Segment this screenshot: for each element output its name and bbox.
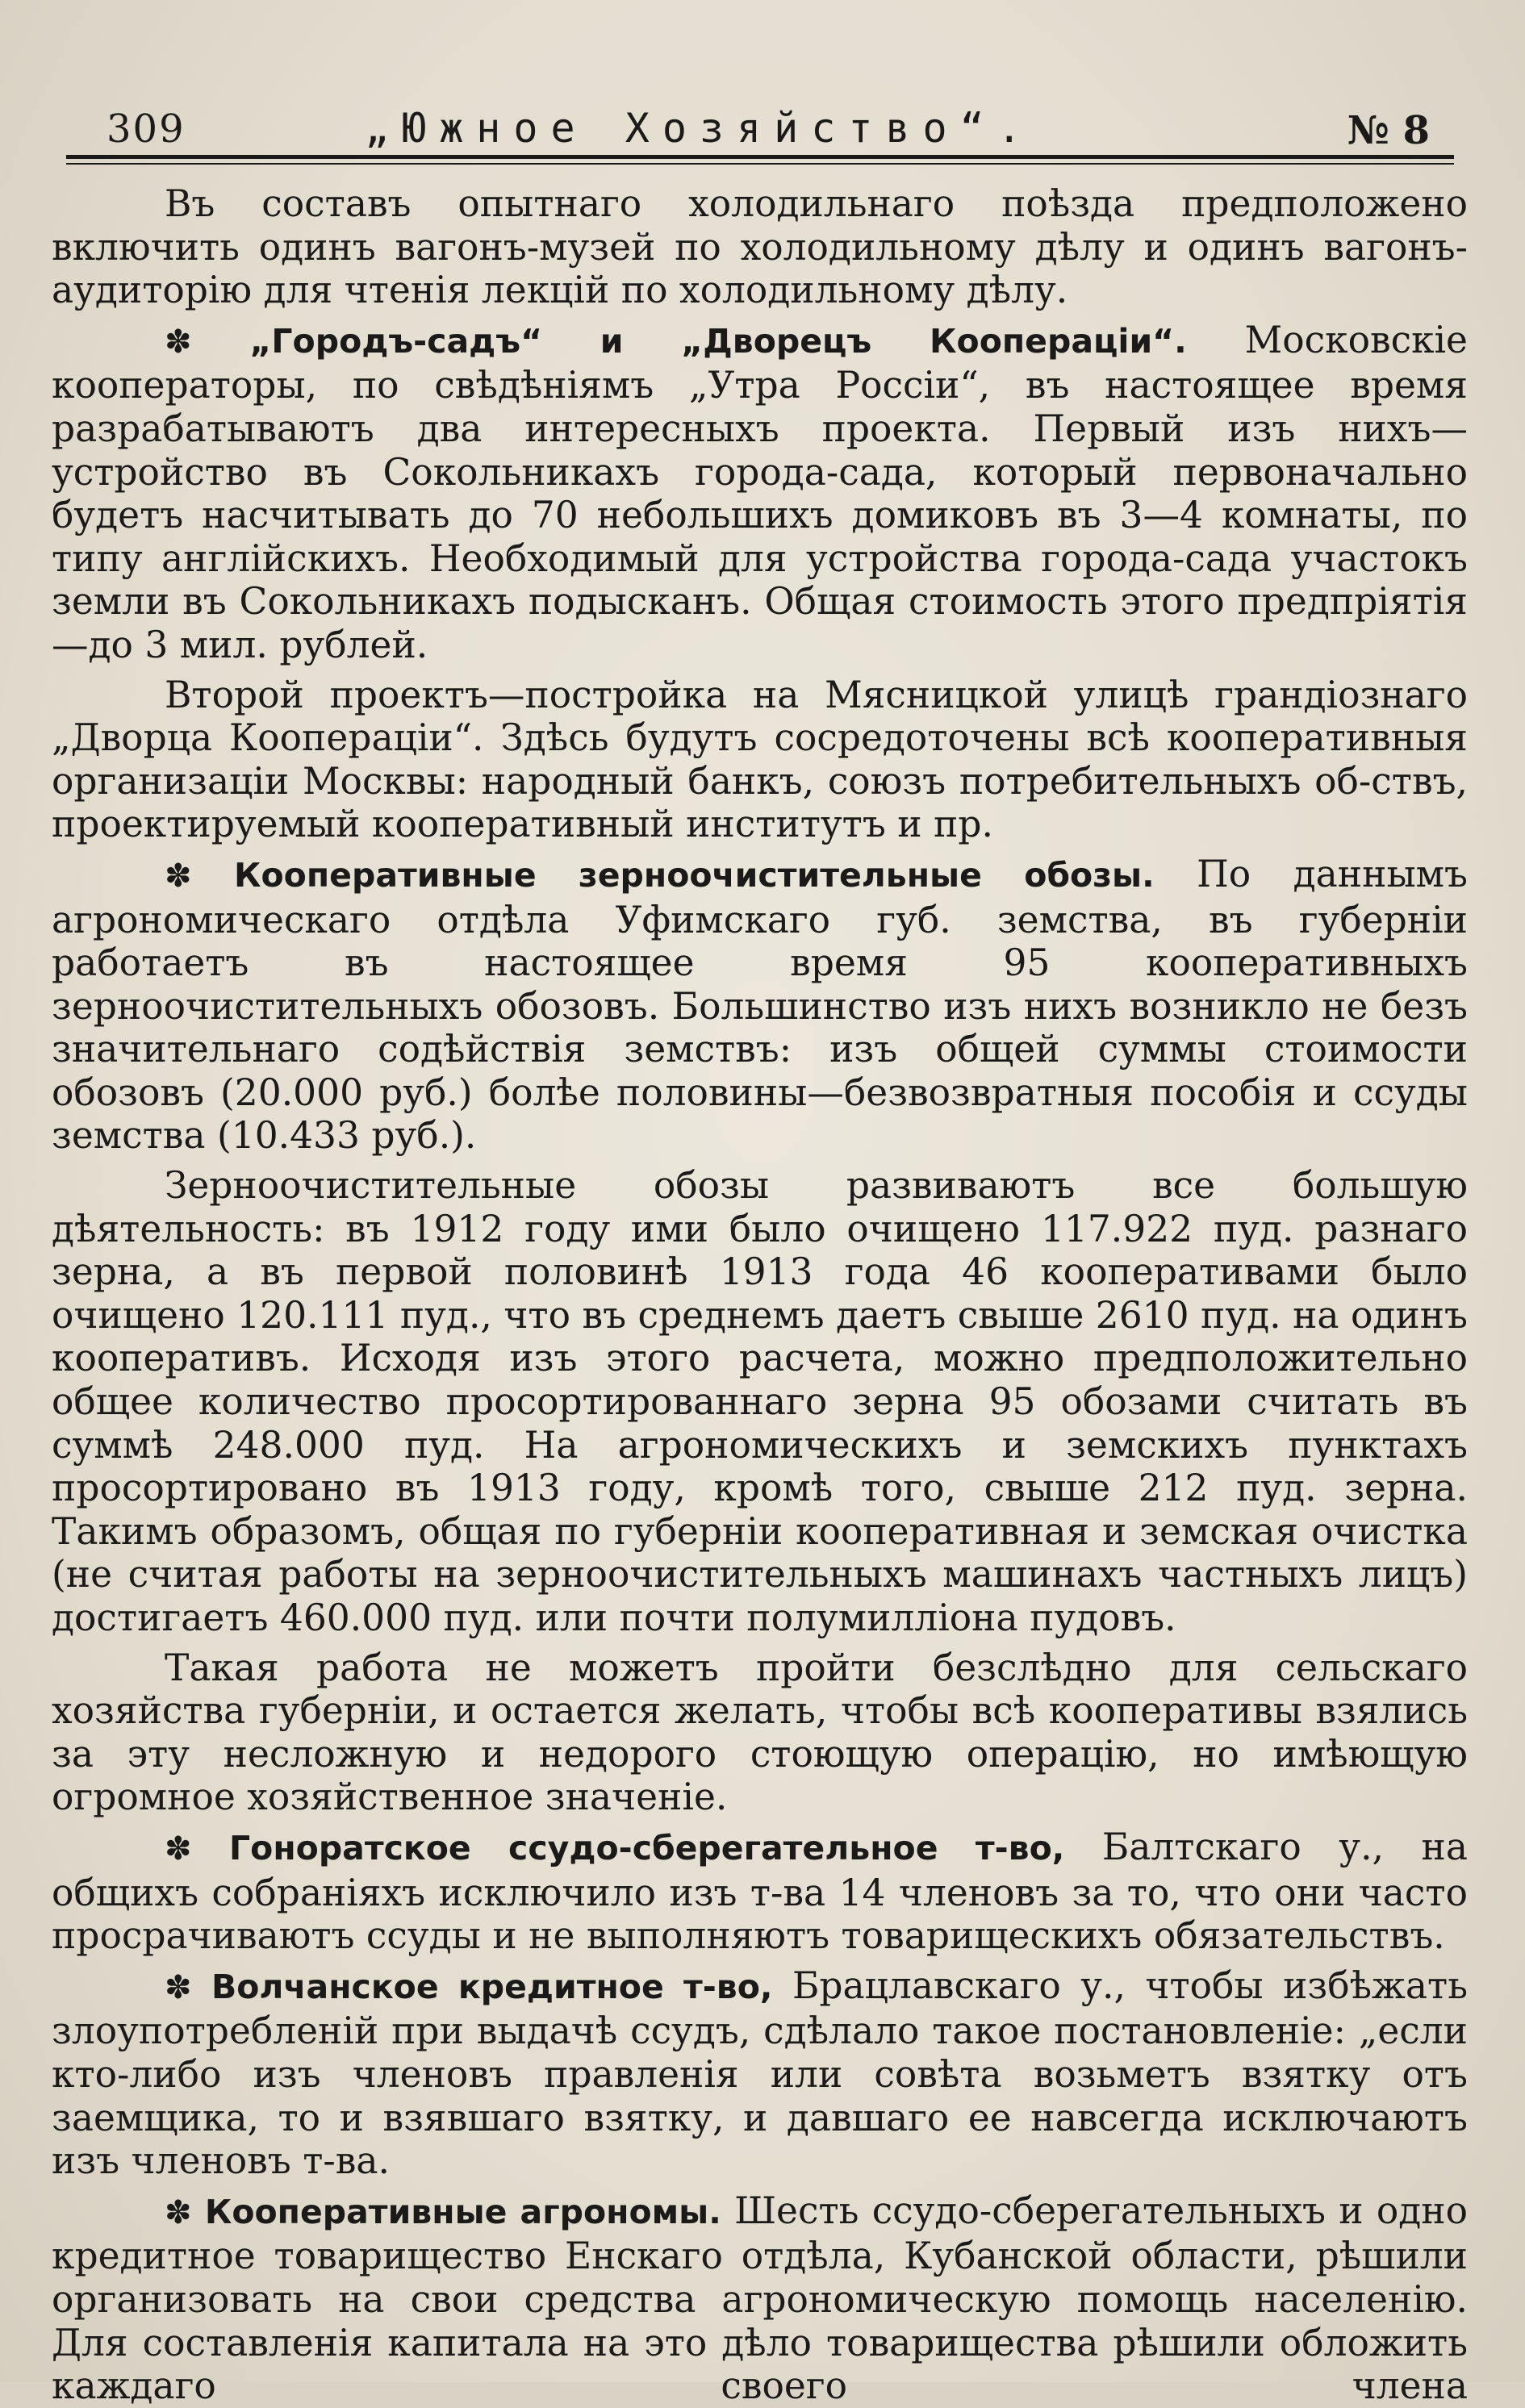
paragraph-text: Въ составъ опытнаго холодильнаго поѣзда предположено включить одинъ вагонъ-музей по холодильному дѣлу и одинъ вагонъ-аудиторію для чтенія лекцій по холодильному дѣлу. (52, 182, 1468, 312)
section-heading: Гоноратское ссудо-сберегательное т-во, (229, 1828, 1065, 1868)
paragraph-text: Зерноочистительные обозы развиваютъ все большую дѣятельность: въ 1912 году ими было очищено 117.922 пуд. разнаго зерна, а въ первой половинѣ 1913 года 46 кооперативами было очищено 120.111 пуд., что въ среднемъ даетъ свыше 2610 пуд. на одинъ кооперативъ. Исходя изъ этого расчета, можно предположительно общее количество просортированнаго зерна 95 обозами считать въ суммѣ 248.000 пуд. На агрономическихъ и земскихъ пунктахъ просортировано въ 1913 году, кромѣ того, свыше 212 пуд. зерна. Такимъ образомъ, общая по губерніи кооперативная и земская очистка (не считая работы на зерноочистительныхъ машинахъ частныхъ лицъ) достигаетъ 460.000 пуд. или почти полумилліона пудовъ. (52, 1164, 1468, 1639)
section-heading: „Городъ-садъ“ и „Дворецъ Коопераціи“. (249, 321, 1187, 361)
article-body (52, 182, 1468, 2408)
paragraph (52, 319, 1468, 667)
paragraph (52, 182, 1468, 312)
page-number: 309 (107, 106, 186, 152)
section-heading: Кооперативные агрономы. (204, 2192, 721, 2231)
section-marker-icon: ✽ (165, 2193, 192, 2231)
paragraph (52, 1826, 1468, 1958)
paragraph-text: Такая работа не можетъ пройти безслѣдно для сельскаго хозяйства губерніи, и остается желать, чтобы всѣ кооперативы взялись за эту несложную и недорого стоющую операцію, но имѣющую огромное хозяйственное значеніе. (52, 1646, 1468, 1819)
section-heading: Волчанское кредитное т-во, (211, 1967, 773, 2006)
section-marker-icon: ✽ (165, 857, 192, 895)
section-marker-icon: ✽ (165, 1830, 192, 1868)
running-header (66, 95, 1454, 152)
paragraph-text: Московскіе кооператоры, по свѣдѣніямъ „Утра Россіи“, въ настоящее время разрабатываютъ два интересныхъ проекта. Первый изъ нихъ—устройство въ Сокольникахъ города-сада, который первоначально будетъ насчитывать до 70 небольшихъ домиковъ въ 3—4 комнаты, по типу англійскихъ. Необходимый для устройства города-сада участокъ земли въ Сокольникахъ подысканъ. Общая стоимость этого предпріятія—до 3 мил. рублей. (52, 318, 1468, 666)
paragraph (52, 1646, 1468, 1819)
header-rule-thin (66, 163, 1454, 165)
paragraph (52, 853, 1468, 1158)
journal-title: „Южное Хозяйство“. (365, 105, 1034, 152)
paragraph (52, 1164, 1468, 1640)
paragraph-text: По даннымъ агрономическаго отдѣла Уфимскаго губ. земства, въ губерніи работаетъ въ настоящее время 95 кооперативныхъ зерноочистительныхъ обозовъ. Большинство изъ нихъ возникло не безъ значительнаго содѣйствія земствъ: изъ общей суммы стоимости обозовъ (20.000 руб.) болѣе половины—безвозвратныя пособія и ссуды земства (10.433 руб.). (52, 852, 1469, 1158)
paragraph-text: Балтскаго у., на общихъ собраніяхъ исключило изъ т-ва 14 членовъ за то, что они часто просрачиваютъ ссуды и не выполняютъ товарищескихъ обязательствъ. (52, 1825, 1468, 1958)
section-heading: Кооперативные зерноочистительные обозы. (233, 855, 1155, 895)
header-rule (66, 155, 1454, 159)
paragraph-text: Шесть ссудо-сберегательныхъ и одно кредитное товарищество Енскаго отдѣла, Кубанской области, рѣшили организовать на свои средства агрономическую помощь населенію. Для составленія капитала на это дѣло товарищества рѣшили обложить каждаго своего члена (52, 2189, 1468, 2408)
paragraph (52, 674, 1468, 846)
paragraph-text: Второй проектъ—постройка на Мясницкой улицѣ грандіознаго „Дворца Коопераціи“. Здѣсь будутъ сосредоточены всѣ кооперативныя организаціи Москвы: народный банкъ, союзъ потребительныхъ об-ствъ, проектируемый кооперативный институтъ и пр. (52, 673, 1468, 846)
issue-number: № 8 (1347, 108, 1430, 153)
section-marker-icon: ✽ (165, 323, 192, 361)
paragraph (52, 1964, 1468, 2183)
section-marker-icon: ✽ (165, 1968, 192, 2006)
paragraph-text: Брацлавскаго у., чтобы избѣжать злоупотребленій при выдачѣ ссудъ, сдѣлало такое постановленіе: „если кто-либо изъ членовъ правленія или совѣта возьметъ взятку отъ заемщика, то и взявшаго взятку, и давшаго ее навсегда исключаютъ изъ членовъ т-ва. (52, 1964, 1468, 2183)
paragraph (52, 2189, 1468, 2408)
